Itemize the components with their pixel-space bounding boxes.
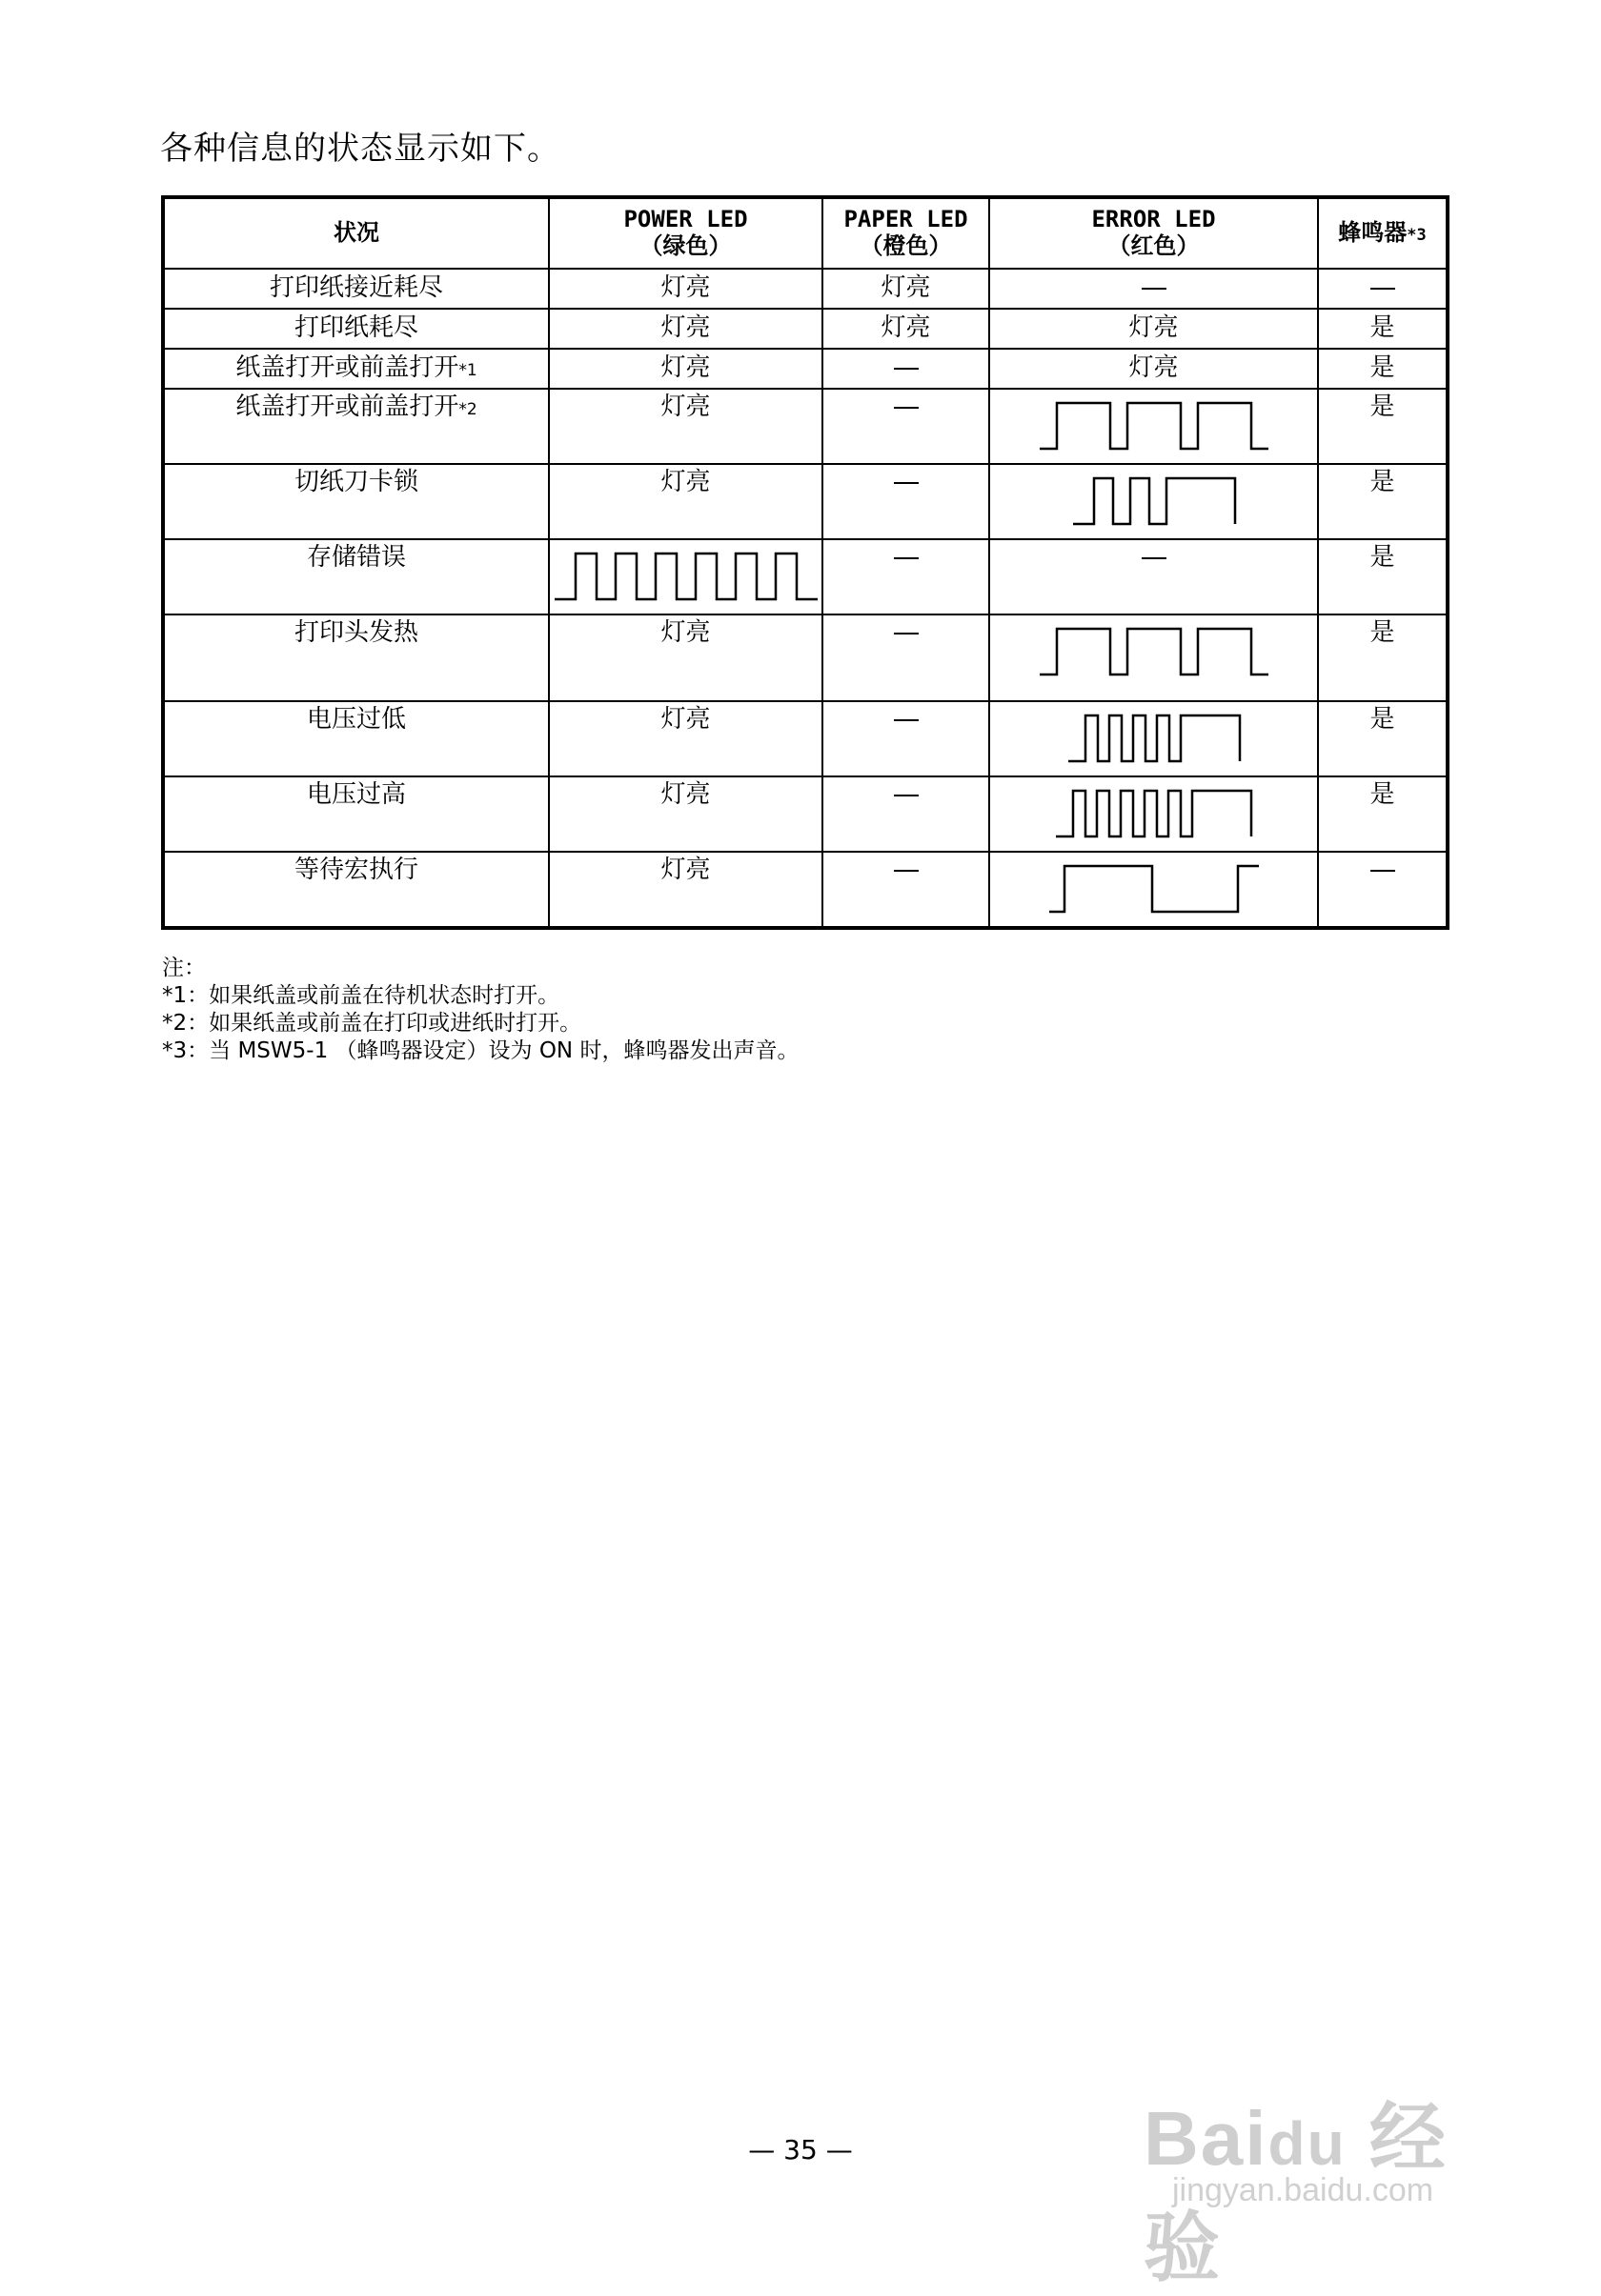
dash-mark (894, 633, 919, 634)
intro-text: 各种信息的状态显示如下。 (160, 130, 560, 168)
power-led-cell (549, 464, 822, 539)
cell-value: 灯亮 (881, 313, 931, 343)
status-label: 打印头发热 (294, 618, 418, 647)
pulse-waveform-line (1049, 866, 1259, 912)
status-label: 切纸刀卡锁 (294, 468, 418, 496)
dash-mark (894, 870, 919, 872)
paper-led-cell (822, 464, 989, 539)
pulse-waveform-line (1056, 791, 1251, 836)
status-label: 等待宏执行 (294, 856, 418, 884)
header-buzzer: 蜂鸣器*3 (1318, 197, 1448, 269)
header-paper-led: PAPER LED （橙色） (822, 197, 989, 269)
dash-mark (1370, 288, 1395, 290)
cell-value: 灯亮 (660, 273, 711, 303)
status-label: 纸盖打开或前盖打开 (235, 393, 459, 421)
cell-value: 灯亮 (660, 468, 711, 496)
table-row (163, 776, 1448, 852)
status-cell (163, 309, 549, 349)
notes-title: 注： (162, 956, 206, 980)
dash-mark (894, 795, 919, 796)
cell-value: 灯亮 (660, 856, 711, 884)
cell-value: 是 (1369, 313, 1395, 343)
table-row (163, 539, 1448, 614)
paper-led-cell (822, 349, 989, 389)
status-label: 电压过低 (306, 705, 406, 734)
dash-mark (894, 482, 919, 484)
error-led-cell (989, 614, 1318, 701)
pulse-waveform-line (1068, 715, 1240, 761)
dash-mark (894, 557, 919, 559)
pulse-waveform-line (1073, 478, 1235, 524)
power-led-cell (549, 701, 822, 776)
notes (162, 955, 799, 1065)
header-power-led: POWER LED （绿色） (549, 197, 822, 269)
paper-led-cell (822, 389, 989, 464)
blink-pattern-icon (551, 548, 821, 605)
status-cell (163, 776, 549, 852)
cell-value: 是 (1369, 543, 1395, 572)
dash-mark (894, 719, 919, 721)
status-label: 存储错误 (306, 543, 406, 572)
power-led-cell (549, 852, 822, 928)
table-row (163, 389, 1448, 464)
blink-pattern-icon (1045, 860, 1263, 917)
cell-value: 灯亮 (660, 353, 711, 383)
buzzer-cell (1318, 464, 1448, 539)
status-label: 打印纸耗尽 (294, 313, 418, 343)
page-number: — 35 — (748, 2134, 853, 2165)
dash-mark (894, 407, 919, 409)
cell-value: 灯亮 (660, 705, 711, 734)
paper-led-cell (822, 852, 989, 928)
cell-value: 是 (1369, 705, 1395, 734)
header-error-led: ERROR LED （红色） (989, 197, 1318, 269)
buzzer-cell (1318, 349, 1448, 389)
cell-value: 灯亮 (660, 393, 711, 421)
error-led-cell (989, 389, 1318, 464)
table-row (163, 309, 1448, 349)
cell-value: 灯亮 (660, 313, 711, 343)
buzzer-cell (1318, 614, 1448, 701)
cell-value: 是 (1369, 780, 1395, 809)
status-label: 打印纸接近耗尽 (269, 273, 443, 303)
cell-value: 灯亮 (881, 273, 931, 303)
power-led-cell (549, 539, 822, 614)
status-cell (163, 852, 549, 928)
error-led-cell (989, 539, 1318, 614)
error-led-cell (989, 309, 1318, 349)
buzzer-cell (1318, 309, 1448, 349)
status-cell (163, 464, 549, 539)
power-led-cell (549, 349, 822, 389)
buzzer-cell (1318, 539, 1448, 614)
status-cell (163, 701, 549, 776)
buzzer-cell (1318, 776, 1448, 852)
table-row (163, 464, 1448, 539)
note-1: *1：如果纸盖或前盖在待机状态时打开。 (162, 983, 560, 1008)
paper-led-cell (822, 269, 989, 309)
power-led-cell (549, 614, 822, 701)
power-led-cell (549, 269, 822, 309)
dash-mark (1370, 870, 1395, 872)
error-led-cell (989, 269, 1318, 309)
dash-mark (894, 368, 919, 370)
cell-value: 是 (1369, 393, 1395, 421)
cell-value: 是 (1369, 618, 1395, 647)
blink-pattern-icon (1036, 397, 1272, 454)
status-cell (163, 539, 549, 614)
error-led-cell (989, 852, 1318, 928)
status-label: 纸盖打开或前盖打开 (235, 353, 459, 383)
table-row (163, 349, 1448, 389)
status-label: 电压过高 (306, 780, 406, 809)
power-led-cell (549, 309, 822, 349)
cell-value: 灯亮 (1128, 313, 1179, 343)
blink-pattern-icon (1036, 623, 1272, 680)
paper-led-cell (822, 539, 989, 614)
power-led-cell (549, 389, 822, 464)
footnote-ref: *1 (458, 361, 477, 381)
table-row (163, 614, 1448, 701)
buzzer-cell (1318, 701, 1448, 776)
note-2: *2：如果纸盖或前盖在打印或进纸时打开。 (162, 1011, 582, 1036)
status-cell (163, 269, 549, 309)
error-led-cell (989, 349, 1318, 389)
table-row (163, 852, 1448, 928)
cell-value: 灯亮 (660, 618, 711, 647)
dash-mark (1142, 288, 1166, 290)
blink-pattern-icon (1052, 785, 1255, 842)
status-cell (163, 349, 549, 389)
footnote-ref: *2 (458, 400, 477, 419)
blink-pattern-icon (1069, 473, 1239, 530)
error-led-cell (989, 701, 1318, 776)
pulse-waveform-line (555, 554, 818, 599)
buzzer-cell (1318, 389, 1448, 464)
watermark-brand: Baidu 经验 (1144, 2096, 1448, 2290)
note-3: *3：当 MSW5-1 （蜂鸣器设定）设为 ON 时，蜂鸣器发出声音。 (162, 1038, 800, 1063)
status-table (161, 195, 1449, 930)
cell-value: 是 (1369, 468, 1395, 496)
paper-led-cell (822, 776, 989, 852)
buzzer-cell (1318, 852, 1448, 928)
watermark-url: jingyan.baidu.com (1172, 2172, 1434, 2208)
cell-value: 灯亮 (660, 780, 711, 809)
status-cell (163, 389, 549, 464)
baidu-watermark (1144, 2058, 1525, 2290)
blink-pattern-icon (1064, 710, 1244, 767)
header-status: 状况 (163, 197, 549, 269)
cell-value: 灯亮 (1128, 353, 1179, 383)
paper-led-cell (822, 701, 989, 776)
paper-led-cell (822, 309, 989, 349)
buzzer-cell (1318, 269, 1448, 309)
paper-led-cell (822, 614, 989, 701)
table-row (163, 269, 1448, 309)
table-row (163, 701, 1448, 776)
status-cell (163, 614, 549, 701)
error-led-cell (989, 464, 1318, 539)
pulse-waveform-line (1040, 629, 1268, 675)
table-header-row (163, 197, 1448, 269)
cell-value: 是 (1369, 353, 1395, 383)
error-led-cell (989, 776, 1318, 852)
power-led-cell (549, 776, 822, 852)
pulse-waveform-line (1040, 403, 1268, 449)
dash-mark (1142, 557, 1166, 559)
